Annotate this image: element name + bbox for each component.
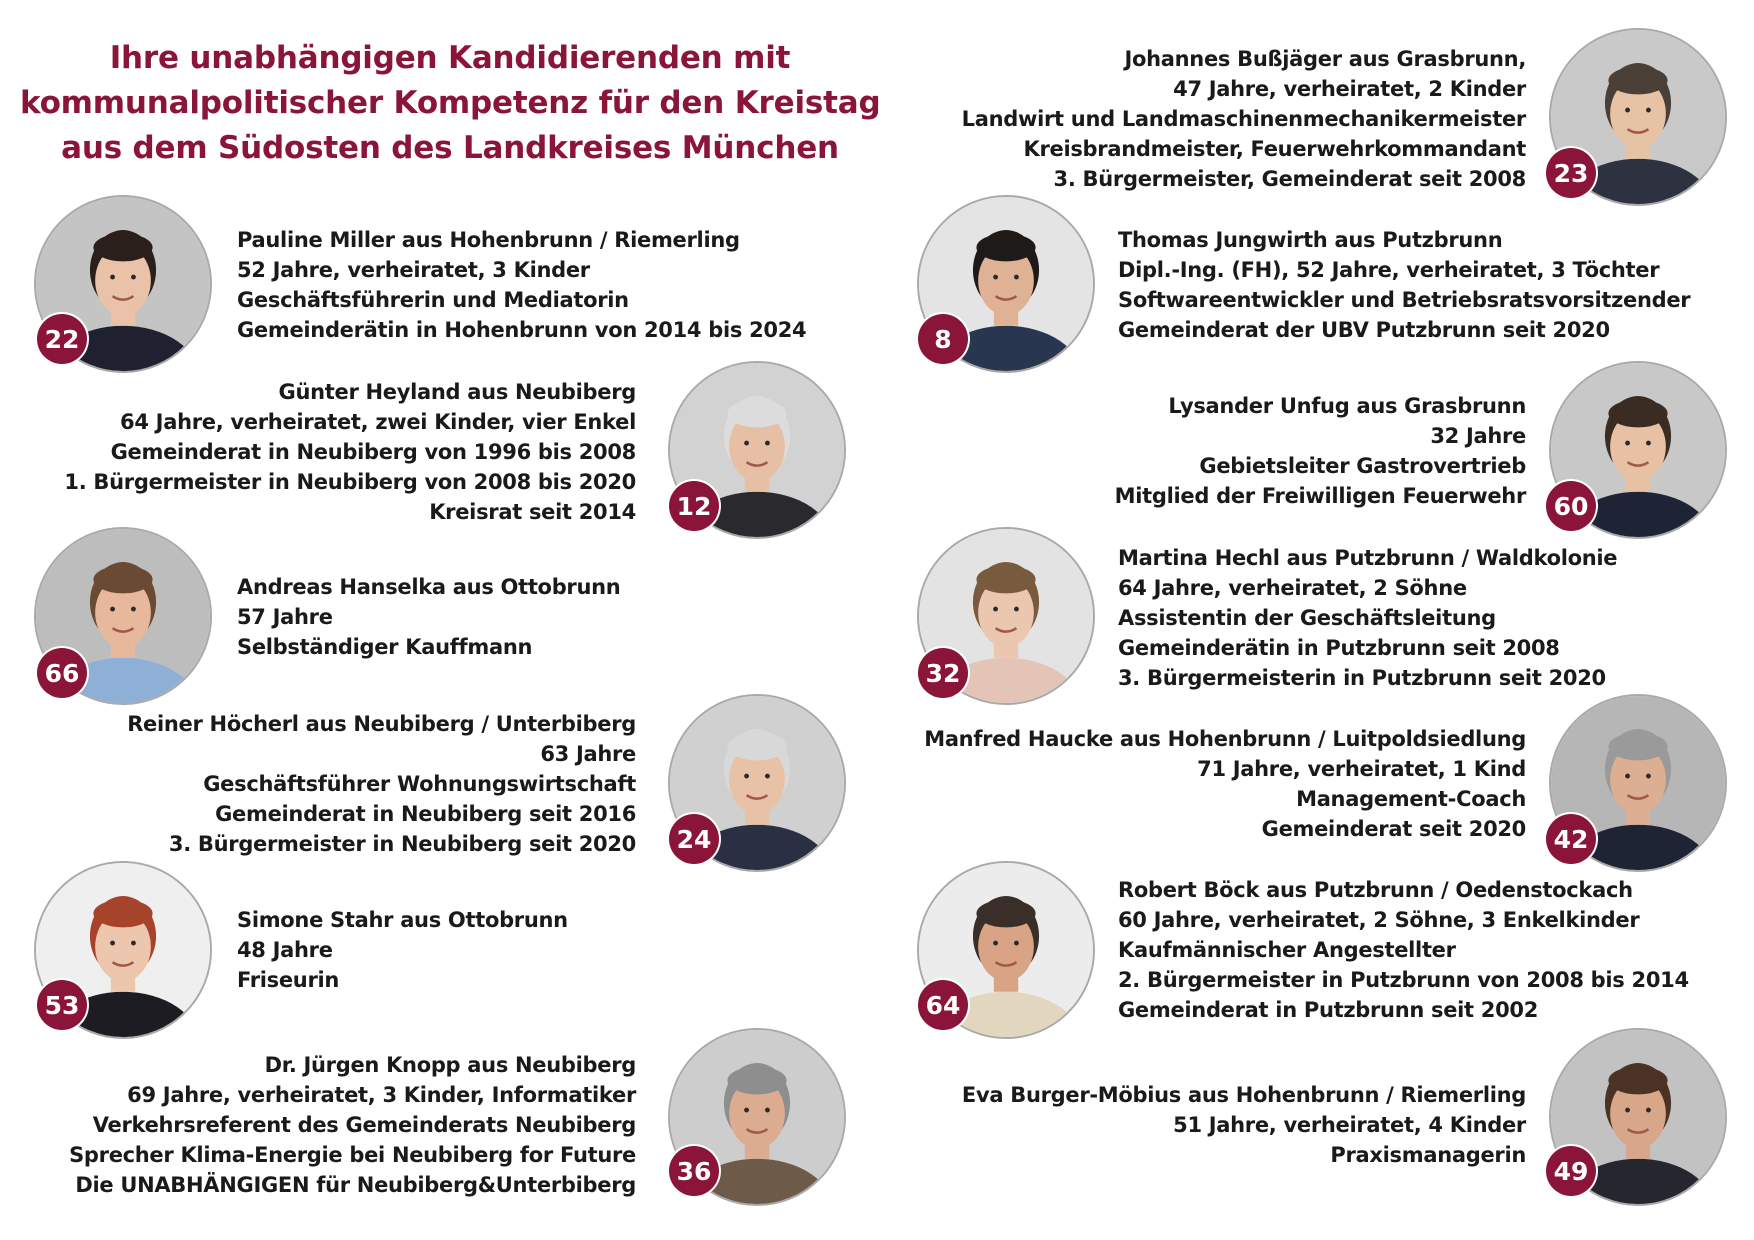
candidate-detail: Gemeinderat der UBV Putzbrunn seit 2020 <box>1118 318 1610 342</box>
candidate-detail: Sprecher Klima-Energie bei Neubiberg for Future <box>69 1143 636 1167</box>
candidate-detail: 52 Jahre, verheiratet, 3 Kinder <box>237 258 590 282</box>
candidate-detail: 63 Jahre <box>540 742 636 766</box>
candidate-name: Martina Hechl aus Putzbrunn / Waldkolonie <box>1118 546 1618 570</box>
candidate-detail: 60 Jahre, verheiratet, 2 Söhne, 3 Enkelkinder <box>1118 908 1640 932</box>
candidate-detail: Geschäftsführerin und Mediatorin <box>237 288 629 312</box>
candidate-detail: Gemeinderat in Neubiberg von 1996 bis 2008 <box>110 440 636 464</box>
candidate-detail: 1. Bürgermeister in Neubiberg von 2008 bis 2020 <box>64 470 636 494</box>
candidate-detail: Management-Coach <box>1296 787 1526 811</box>
candidate-name: Simone Stahr aus Ottobrunn <box>237 908 568 932</box>
candidate-name: Manfred Haucke aus Hohenbrunn / Luitpoldsiedlung <box>924 727 1526 751</box>
candidate-number-badge: 23 <box>1546 148 1596 198</box>
candidate-detail: Selbständiger Kauffmann <box>237 635 533 659</box>
candidate-detail: Geschäftsführer Wohnungswirtschaft <box>203 772 636 796</box>
candidate-info <box>127 709 636 859</box>
candidate-info <box>1118 225 1690 345</box>
candidate-number-badge: 12 <box>669 481 719 531</box>
candidate-info <box>237 225 806 345</box>
candidate-detail: 3. Bürgermeister in Neubiberg seit 2020 <box>168 832 636 856</box>
candidate-info <box>1118 875 1689 1025</box>
candidate-detail: Kaufmännischer Angestellter <box>1118 938 1456 962</box>
candidate-detail: Gebietsleiter Gastrovertrieb <box>1199 454 1526 478</box>
candidate-detail: Dipl.-Ing. (FH), 52 Jahre, verheiratet, 3 Töchter <box>1118 258 1660 282</box>
candidate-detail: Gemeinderätin in Putzbrunn seit 2008 <box>1118 636 1560 660</box>
candidate-detail: 48 Jahre <box>237 938 333 962</box>
headline-line: kommunalpolitischer Kompetenz für den Kreistag <box>20 85 881 121</box>
candidate-info <box>237 572 620 662</box>
candidate-detail: Die UNABHÄNGIGEN für Neubiberg&Unterbiberg <box>75 1173 636 1197</box>
candidate-info <box>64 377 636 527</box>
candidate-number-badge: 42 <box>1546 814 1596 864</box>
candidate-info <box>1118 543 1617 693</box>
candidate-number-badge: 22 <box>37 314 87 364</box>
candidate-detail: 64 Jahre, verheiratet, 2 Söhne <box>1118 576 1467 600</box>
candidate-number-badge: 49 <box>1546 1146 1596 1196</box>
candidate-name: Günter Heyland aus Neubiberg <box>278 380 636 404</box>
candidate-name: Lysander Unfug aus Grasbrunn <box>1168 394 1526 418</box>
candidate-info <box>924 724 1526 844</box>
candidate-detail: 32 Jahre <box>1430 424 1526 448</box>
candidate-name: Dr. Jürgen Knopp aus Neubiberg <box>264 1053 636 1077</box>
candidate-detail: Gemeinderat in Neubiberg seit 2016 <box>215 802 636 826</box>
candidate-detail: Praxismanagerin <box>1330 1143 1526 1167</box>
candidate-number-badge: 8 <box>918 314 968 364</box>
headline-line: aus dem Südosten des Landkreises München <box>61 130 839 166</box>
page-title <box>20 36 880 171</box>
candidate-number-badge: 64 <box>918 980 968 1030</box>
candidate-name: Robert Böck aus Putzbrunn / Oedenstockach <box>1118 878 1633 902</box>
candidate-name: Andreas Hanselka aus Ottobrunn <box>237 575 621 599</box>
candidate-detail: 3. Bürgermeister, Gemeinderat seit 2008 <box>1053 167 1526 191</box>
candidate-detail: Assistentin der Geschäftsleitung <box>1118 606 1496 630</box>
candidate-info <box>962 1080 1526 1170</box>
candidate-detail: Mitglied der Freiwilligen Feuerwehr <box>1114 484 1526 508</box>
candidate-detail: 3. Bürgermeisterin in Putzbrunn seit 2020 <box>1118 666 1606 690</box>
candidate-info <box>962 44 1526 194</box>
candidate-detail: 51 Jahre, verheiratet, 4 Kinder <box>1173 1113 1526 1137</box>
candidate-number-badge: 32 <box>918 648 968 698</box>
candidate-detail: 64 Jahre, verheiratet, zwei Kinder, vier Enkel <box>120 410 636 434</box>
candidate-name: Pauline Miller aus Hohenbrunn / Riemerling <box>237 228 740 252</box>
candidate-name: Reiner Höcherl aus Neubiberg / Unterbiberg <box>127 712 636 736</box>
candidate-detail: 57 Jahre <box>237 605 333 629</box>
candidate-detail: Softwareentwickler und Betriebsratsvorsitzender <box>1118 288 1691 312</box>
candidate-name: Eva Burger-Möbius aus Hohenbrunn / Riemerling <box>961 1083 1526 1107</box>
headline-line: Ihre unabhängigen Kandidierenden mit <box>109 40 791 76</box>
candidate-detail: 47 Jahre, verheiratet, 2 Kinder <box>1173 77 1526 101</box>
candidate-detail: Friseurin <box>237 968 340 992</box>
candidate-detail: 71 Jahre, verheiratet, 1 Kind <box>1197 757 1526 781</box>
candidate-detail: 2. Bürgermeister in Putzbrunn von 2008 bis 2014 <box>1118 968 1689 992</box>
candidate-name: Johannes Bußjäger aus Grasbrunn, <box>1124 47 1526 71</box>
candidate-detail: Gemeinderat in Putzbrunn seit 2002 <box>1118 998 1539 1022</box>
candidate-detail: Landwirt und Landmaschinenmechanikermeister <box>961 107 1526 131</box>
candidate-number-badge: 60 <box>1546 481 1596 531</box>
candidate-number-badge: 53 <box>37 980 87 1030</box>
candidate-detail: Gemeinderätin in Hohenbrunn von 2014 bis 2024 <box>237 318 807 342</box>
candidate-info <box>69 1050 636 1200</box>
candidate-detail: 69 Jahre, verheiratet, 3 Kinder, Informatiker <box>127 1083 636 1107</box>
candidate-info <box>237 905 568 995</box>
candidate-detail: Verkehrsreferent des Gemeinderats Neubiberg <box>92 1113 636 1137</box>
candidate-detail: Kreisbrandmeister, Feuerwehrkommandant <box>1023 137 1526 161</box>
candidate-detail: Gemeinderat seit 2020 <box>1261 817 1526 841</box>
candidate-number-badge: 24 <box>669 814 719 864</box>
candidate-info <box>1115 391 1526 511</box>
candidate-number-badge: 36 <box>669 1146 719 1196</box>
candidate-name: Thomas Jungwirth aus Putzbrunn <box>1118 228 1503 252</box>
candidate-detail: Kreisrat seit 2014 <box>429 500 636 524</box>
candidate-number-badge: 66 <box>37 648 87 698</box>
